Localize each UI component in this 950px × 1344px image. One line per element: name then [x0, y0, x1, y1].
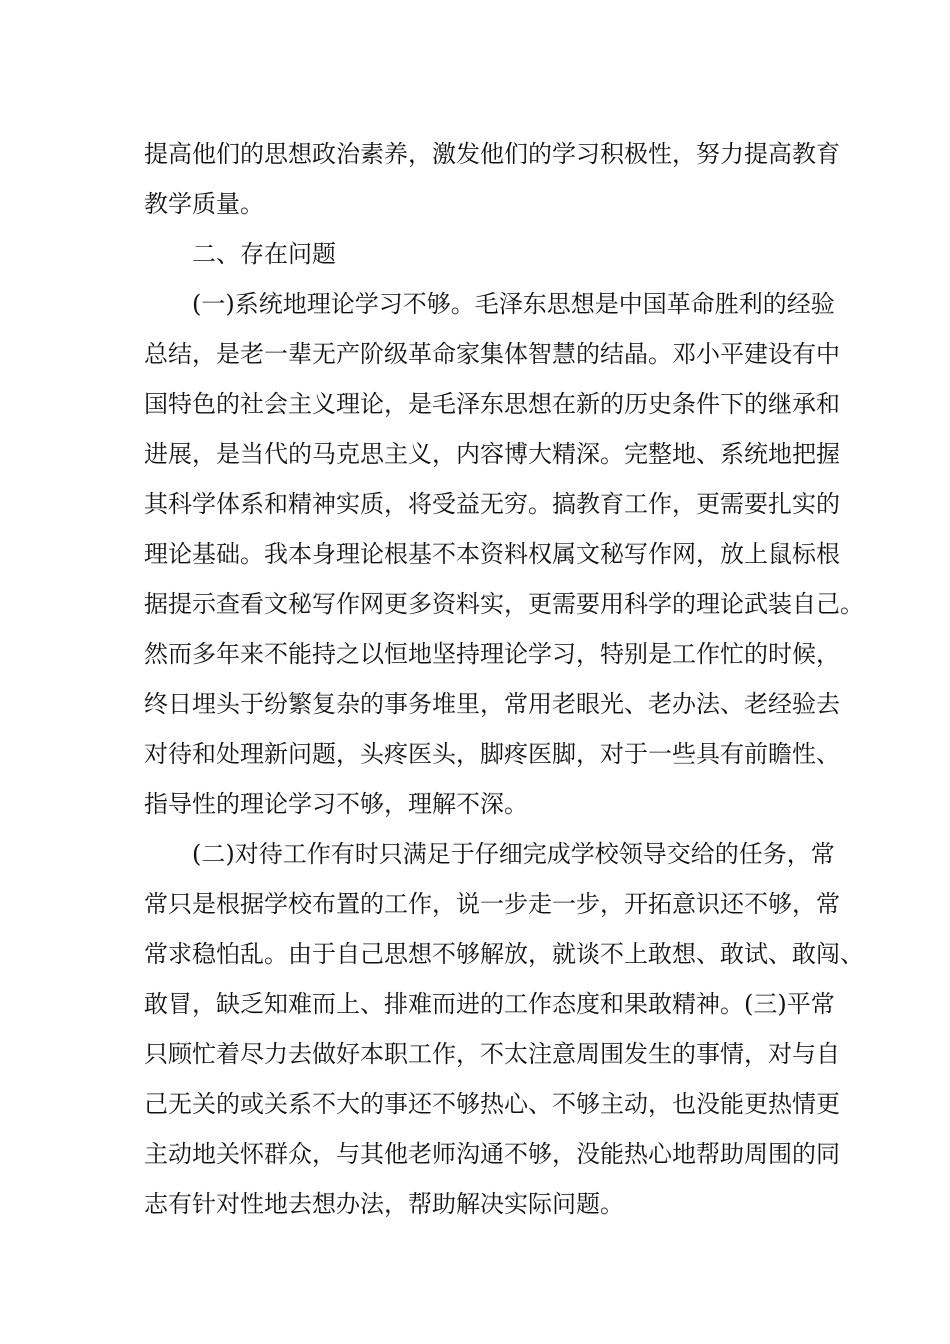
- text-line: 提高他们的思想政治素养，激发他们的学习积极性，努力提高教育: [144, 140, 840, 168]
- text-line: 其科学体系和精神实质，将受益无穷。搞教育工作，更需要扎实的: [144, 490, 840, 518]
- text-line: 敢冒，缺乏知难而上、排难而进的工作态度和果敢精神。(三)平常: [144, 990, 835, 1018]
- text-line: 常只是根据学校布置的工作，说一步走一步，开拓意识还不够，常: [144, 890, 840, 918]
- text-line: (二)对待工作有时只满足于仔细完成学校领导交给的任务，常: [192, 840, 835, 868]
- section-heading: 二、存在问题: [192, 240, 336, 268]
- text-line: 对待和处理新问题，头疼医头，脚疼医脚，对于一些具有前瞻性、: [144, 740, 840, 768]
- text-line: (一)系统地理论学习不够。毛泽东思想是中国革命胜利的经验: [192, 290, 835, 318]
- text-line: 教学质量。: [144, 190, 264, 218]
- text-line: 主动地关怀群众，与其他老师沟通不够，没能热心地帮助周围的同: [144, 1140, 840, 1168]
- text-line: 只顾忙着尽力去做好本职工作，不太注意周围发生的事情，对与自: [144, 1040, 840, 1068]
- document-body: [144, 129, 864, 1229]
- text-line: 国特色的社会主义理论，是毛泽东思想在新的历史条件下的继承和: [144, 390, 840, 418]
- text-line: 总结，是老一辈无产阶级革命家集体智慧的结晶。邓小平建设有中: [144, 340, 840, 368]
- text-line: 指导性的理论学习不够，理解不深。: [144, 790, 528, 818]
- text-line: 理论基础。我本身理论根基不本资料权属文秘写作网，放上鼠标根: [144, 540, 840, 568]
- text-line: 终日埋头于纷繁复杂的事务堆里，常用老眼光、老办法、老经验去: [144, 690, 840, 718]
- text-line: 常求稳怕乱。由于自己思想不够解放，就谈不上敢想、敢试、敢闯、: [144, 940, 864, 968]
- paragraph-issue-2: [144, 829, 864, 1229]
- text-line: 据提示查看文秘写作网更多资料实，更需要用科学的理论武装自己。: [144, 590, 864, 618]
- text-line: 志有针对性地去想办法，帮助解决实际问题。: [144, 1190, 624, 1218]
- paragraph-issue-1: [144, 279, 864, 829]
- text-line: 己无关的或关系不大的事还不够热心、不够主动，也没能更热情更: [144, 1090, 840, 1118]
- paragraph-continuation: [144, 129, 840, 229]
- text-line: 然而多年来不能持之以恒地坚持理论学习，特别是工作忙的时候，: [144, 640, 840, 668]
- text-line: 进展，是当代的马克思主义，内容博大精深。完整地、系统地把握: [144, 440, 840, 468]
